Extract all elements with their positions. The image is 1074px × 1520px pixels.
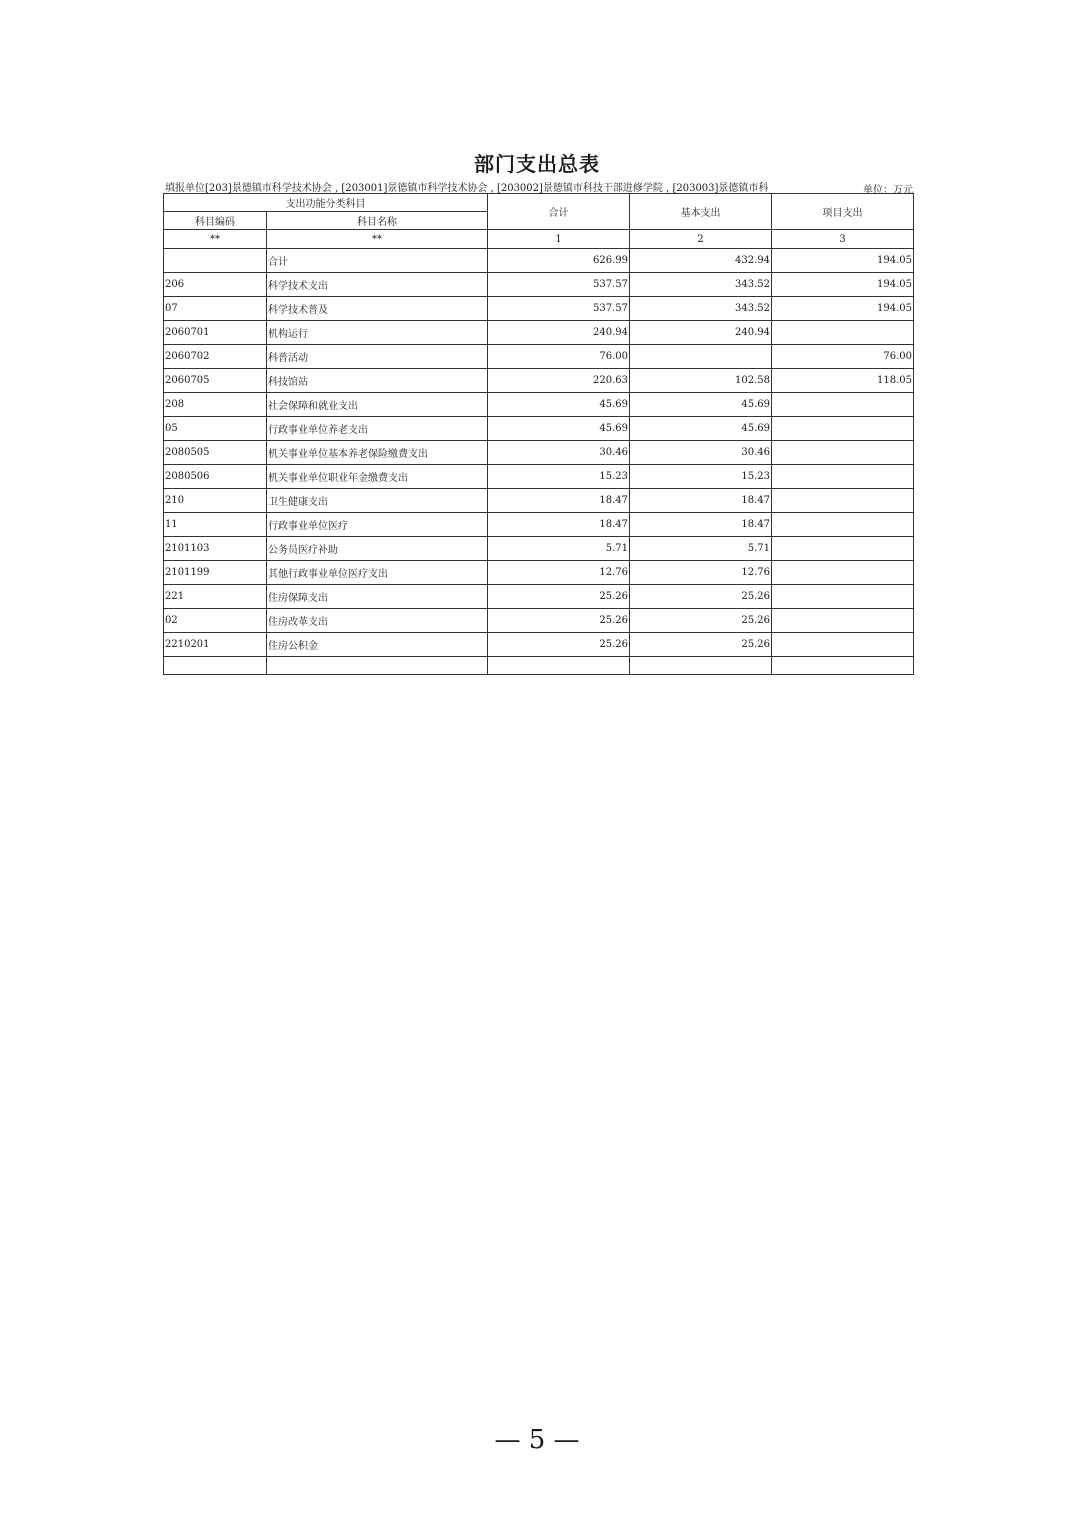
header-total: 合计	[488, 194, 630, 230]
page-number: — 5 —	[494, 1425, 580, 1455]
row-total: 25.26	[488, 585, 630, 609]
row-code: 2060701	[164, 321, 267, 345]
row-project: 194.05	[772, 249, 914, 273]
header-basic: 基本支出	[630, 194, 772, 230]
row-total: 25.26	[488, 609, 630, 633]
row-name: 其他行政事业单位医疗支出	[267, 561, 488, 585]
header-project-index: 3	[772, 230, 914, 249]
row-basic: 45.69	[630, 417, 772, 441]
row-name: 科技馆站	[267, 369, 488, 393]
row-basic: 15.23	[630, 465, 772, 489]
row-code: 2210201	[164, 633, 267, 657]
row-project	[772, 609, 914, 633]
table-row	[164, 345, 914, 369]
row-total: 537.57	[488, 297, 630, 321]
row-basic: 30.46	[630, 441, 772, 465]
table-row	[164, 561, 914, 585]
header-code-marker: **	[164, 230, 267, 249]
row-name: 行政事业单位养老支出	[267, 417, 488, 441]
row-total: 537.57	[488, 273, 630, 297]
row-basic: 432.94	[630, 249, 772, 273]
row-project	[772, 537, 914, 561]
row-name: 机关事业单位基本养老保险缴费支出	[267, 441, 488, 465]
row-project	[772, 417, 914, 441]
row-project	[772, 585, 914, 609]
row-total: 12.76	[488, 561, 630, 585]
row-basic: 240.94	[630, 321, 772, 345]
row-total: 45.69	[488, 417, 630, 441]
row-name: 社会保障和就业支出	[267, 393, 488, 417]
row-project: 76.00	[772, 345, 914, 369]
header-total-index: 1	[488, 230, 630, 249]
header-name: 科目名称	[267, 212, 488, 230]
row-name: 行政事业单位医疗	[267, 513, 488, 537]
table-row	[164, 489, 914, 513]
row-project: 194.05	[772, 273, 914, 297]
row-total: 626.99	[488, 249, 630, 273]
row-project: 194.05	[772, 297, 914, 321]
table-row-blank	[164, 657, 914, 675]
header-project: 项目支出	[772, 194, 914, 230]
unit-line	[165, 179, 913, 196]
row-basic: 12.76	[630, 561, 772, 585]
row-basic: 18.47	[630, 513, 772, 537]
row-basic: 343.52	[630, 273, 772, 297]
row-code: 2101199	[164, 561, 267, 585]
row-code: 02	[164, 609, 267, 633]
row-total: 76.00	[488, 345, 630, 369]
row-name: 合计	[267, 249, 488, 273]
row-code: 208	[164, 393, 267, 417]
row-project	[772, 465, 914, 489]
row-code: 11	[164, 513, 267, 537]
row-project	[772, 633, 914, 657]
table-row	[164, 633, 914, 657]
table-row	[164, 537, 914, 561]
row-basic: 18.47	[630, 489, 772, 513]
table-header	[164, 194, 914, 249]
table-row	[164, 249, 914, 273]
row-code: 2080506	[164, 465, 267, 489]
row-name: 住房改革支出	[267, 609, 488, 633]
row-basic: 25.26	[630, 609, 772, 633]
row-basic: 5.71	[630, 537, 772, 561]
table-body	[164, 249, 914, 675]
row-code: 07	[164, 297, 267, 321]
row-basic: 102.58	[630, 369, 772, 393]
row-name: 机构运行	[267, 321, 488, 345]
row-code: 2101103	[164, 537, 267, 561]
row-name: 科普活动	[267, 345, 488, 369]
row-basic: 25.26	[630, 633, 772, 657]
row-project	[772, 393, 914, 417]
row-project	[772, 441, 914, 465]
row-name: 住房保障支出	[267, 585, 488, 609]
row-total: 18.47	[488, 489, 630, 513]
row-total: 45.69	[488, 393, 630, 417]
table-row	[164, 513, 914, 537]
table-row	[164, 321, 914, 345]
row-basic: 343.52	[630, 297, 772, 321]
row-total: 240.94	[488, 321, 630, 345]
row-project	[772, 489, 914, 513]
header-basic-index: 2	[630, 230, 772, 249]
row-code: 210	[164, 489, 267, 513]
table-row	[164, 393, 914, 417]
row-project	[772, 321, 914, 345]
document-title: 部门支出总表	[474, 152, 600, 176]
row-total: 18.47	[488, 513, 630, 537]
row-project	[772, 561, 914, 585]
header-group: 支出功能分类科目	[164, 194, 488, 212]
table-row	[164, 417, 914, 441]
row-name: 公务员医疗补助	[267, 537, 488, 561]
row-name: 科学技术普及	[267, 297, 488, 321]
row-project: 118.05	[772, 369, 914, 393]
row-code: 221	[164, 585, 267, 609]
table-row	[164, 585, 914, 609]
row-basic: 45.69	[630, 393, 772, 417]
row-project	[772, 513, 914, 537]
row-code	[164, 249, 267, 273]
table-row	[164, 609, 914, 633]
row-code: 206	[164, 273, 267, 297]
blank-cell	[630, 657, 772, 675]
expenditure-table	[163, 193, 914, 675]
table-row	[164, 465, 914, 489]
row-total: 15.23	[488, 465, 630, 489]
unit-label: 单位：万元	[863, 185, 913, 196]
row-code: 2060705	[164, 369, 267, 393]
row-name: 卫生健康支出	[267, 489, 488, 513]
row-basic: 25.26	[630, 585, 772, 609]
blank-cell	[267, 657, 488, 675]
row-name: 机关事业单位职业年金缴费支出	[267, 465, 488, 489]
blank-cell	[488, 657, 630, 675]
row-code: 2080505	[164, 441, 267, 465]
row-name: 住房公积金	[267, 633, 488, 657]
header-name-marker: **	[267, 230, 488, 249]
row-total: 5.71	[488, 537, 630, 561]
row-basic	[630, 345, 772, 369]
row-code: 05	[164, 417, 267, 441]
table-row	[164, 273, 914, 297]
row-total: 220.63	[488, 369, 630, 393]
row-name: 科学技术支出	[267, 273, 488, 297]
row-code: 2060702	[164, 345, 267, 369]
blank-cell	[164, 657, 267, 675]
blank-cell	[772, 657, 914, 675]
row-total: 25.26	[488, 633, 630, 657]
header-code: 科目编码	[164, 212, 267, 230]
table-row	[164, 297, 914, 321]
table-row	[164, 441, 914, 465]
reporting-unit: 填报单位[203]景德镇市科学技术协会 , [203001]景德镇市科学技术协会 , [203002]景德镇市科技干部进修学院 , [203003]景德镇市科	[165, 183, 769, 194]
table-row	[164, 369, 914, 393]
row-total: 30.46	[488, 441, 630, 465]
